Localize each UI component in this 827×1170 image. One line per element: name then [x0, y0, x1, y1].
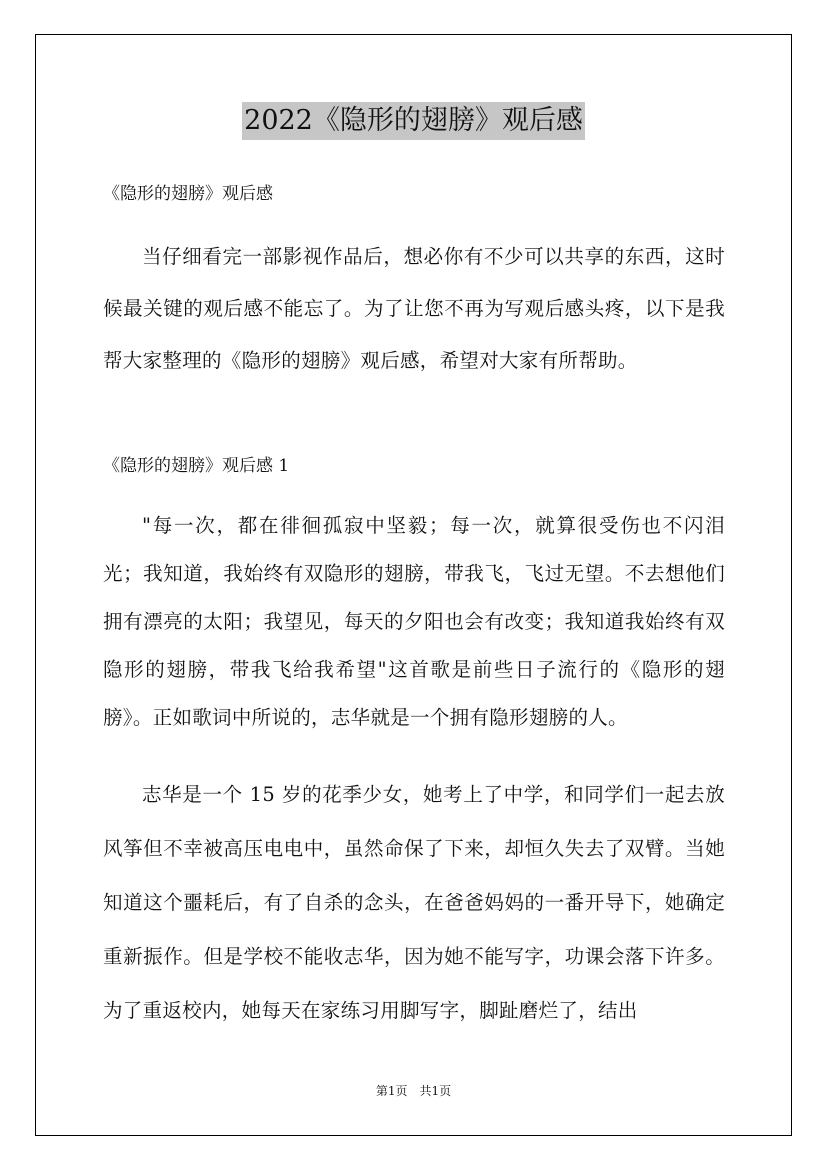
document-title: 2022《隐形的翅膀》观后感	[242, 102, 585, 140]
intro-paragraph: 当仔细看完一部影视作品后，想必你有不少可以共享的东西，这时候最关键的观后感不能忘了。为了让您不再为写观后感头疼，以下是我帮大家整理的《隐形的翅膀》观后感，希望对大家有所帮助。	[103, 245, 725, 372]
section-heading: 《隐形的翅膀》观后感 1	[103, 456, 290, 476]
title-container	[0, 102, 827, 140]
body-paragraph-1: "每一次，都在徘徊孤寂中坚毅；每一次，就算很受伤也不闪泪光；我知道，我始终有双隐形的翅膀，带我飞，飞过无望。不去想他们拥有漂亮的太阳；我望见，每天的夕阳也会有改变；我知道我始终有双隐形的翅膀，带我飞给我希望"这首歌是前些日子流行的《隐形的翅膀》。正如歌词中所说的，志华就是一个拥有隐形翅膀的人。	[103, 514, 725, 729]
document-subtitle: 《隐形的翅膀》观后感	[103, 184, 273, 204]
page-footer: 第1页 共1页	[375, 1084, 452, 1098]
body-paragraph-2: 志华是一个 15 岁的花季少女，她考上了中学，和同学们一起去放风筝但不幸被高压电电中，虽然命保了下来，却恒久失去了双臂。当她知道这个噩耗后，有了自杀的念头，在爸爸妈妈的一番开导下，她确定重新振作。但是学校不能收志华，因为她不能写字，功课会落下许多。为了重返校内，她每天在家练习用脚写字，脚趾磨烂了，结出	[103, 783, 725, 1022]
